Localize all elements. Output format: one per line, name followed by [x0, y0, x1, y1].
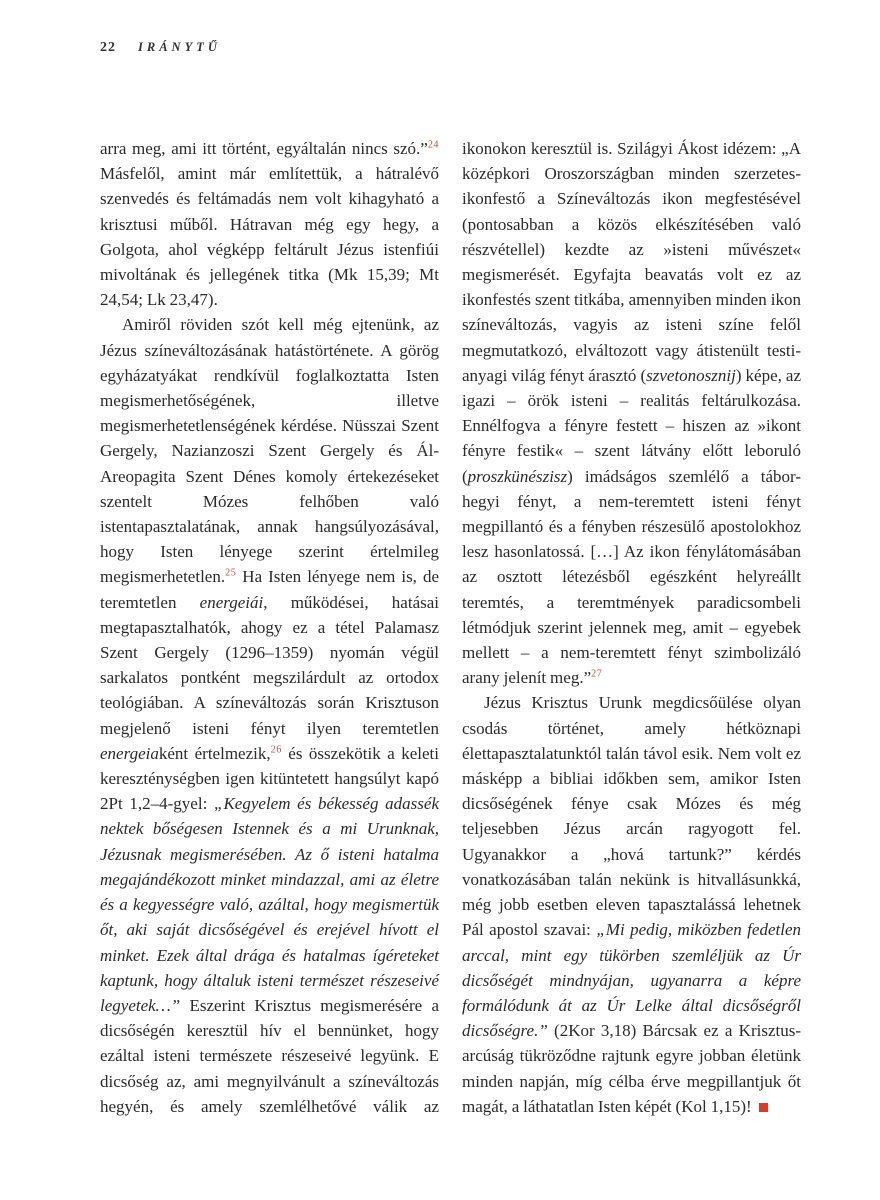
page-number: 22 [100, 40, 116, 55]
body-text: arra meg, ami itt történt, egyáltalán nincs szó.” [100, 139, 428, 158]
footnote-reference: 25 [225, 567, 237, 579]
footnote-reference: 26 [270, 744, 282, 756]
emphasized-text: energeia [100, 743, 159, 763]
body-text: (2Kor 3,18) Bárcsak ez a Krisztus-arcúság tükröződne rajtunk egyre jobban életünk minden napján, míg célba érve megpillantjuk őt magát, a láthatatlan Isten képét (Kol 1,15)! [462, 1021, 801, 1116]
article-text [100, 136, 801, 1119]
end-of-article-square-icon [759, 1103, 768, 1112]
body-text: és összekötik a keleti kereszténységben igen kitüntetett hangsúlyt kapó 2Pt 1,2–4-gyel: [100, 743, 439, 814]
emphasized-text: szvetonosznij [646, 365, 736, 385]
body-text: Másfelől, amint már említettük, a hátralévő szenvedés és feltámadás nem volt kihagyható a krisztusi műből. Hátravan még egy hegy, a Golgota, ahol végképp feltárult Jézus istenfiúi mivoltának és jellegének titka (Mk 15,39; Mt 24,54; Lk 23,47). [100, 164, 439, 310]
emphasized-text: „Kegyelem és békesség adassék nektek bőségesen Istennek és a mi Urunknak, Jézusnak megismerésében. Az ő isteni hatalma megajándékozott minket mindazzal, ami az életre és a kegyességre való, azáltal, hogy megismertük őt, aki saját dicsőségével és erejével hívott el minket. Ezek által drága és hatalmas ígéreteket kaptunk, hogy általuk isteni természet részeseivé legyetek…” [100, 794, 439, 1015]
body-text: Eszerint Krisztus megismerésére a dicsőségén keresztül hív el bennünket, hogy ezáltal isteni természete részeseivé legyünk. E dicsőség az, ami megnyilvánult a színeváltozás hegyén, és amely szemlélhetővé válik az ikonokon keresztül is. Szilágyi Ákost idézem: „A középkori Oroszországban minden szerzetes-ikonfestő a Színeváltozás ikon megfestésével (pontosabban a közös elkészítésében való részvétellel) kezdte az »isteni művészet« megismerését. Egyfajta beavatás volt ez az ikonfestés szent titkába, amennyiben minden ikon színeváltozás, vagyis az isteni színe felől megmutatkozó, elváltozott vagy átistenült testi-anyagi világ fényt árasztó ( [100, 139, 801, 1116]
page-header [100, 40, 221, 56]
body-text: Jézus Krisztus Urunk megdicsőülése olyan csodás történet, amely hétköznapi élettapasztalatunktól talán távol esik. Nem volt ez másképp a bibliai időkben sem, amikor Isten dicsőségének fénye csak Mózes és még teljesebben Jézus arcán ragyogott fel. Ugyanakkor a „hová tartunk?” kérdés vonatkozásában talán nekünk is hitvallásunkká, még jobb esetben eleven tapasztalássá lehetnek Pál apostol szavai: [462, 693, 801, 940]
body-text: ) képe, az igazi – örök isteni – realitás feltárulkozása. Ennélfogva a fényre festett – hiszen az »ikont fényre festik« – szent látvány előtt leboruló ( [462, 365, 801, 486]
paragraph [462, 690, 801, 1118]
journal-title: IRÁNYTŰ [138, 40, 221, 54]
body-text: Amiről röviden szót kell még ejtenünk, az Jézus színeváltozásának hatástörténete. A görög egyházatyákat rendkívül foglalkoztatta Isten megismerhetőségének, illetve megismerhetetlenségének kérdése. Nüsszai Szent Gergely, Nazianzoszi Szent Gergely és Ál-Areopagita Szent Dénes komoly értekezéseket szentelt Mózes felhőben való istentapasztalatának, annak hangsúlyozásával, hogy Isten lényege szerint értelmileg megismerhetetlen. [100, 315, 439, 587]
body-text: ) imádságos szemlélő a tábor-hegyi fényt, a nem-teremtett isteni fényt megpillantó és a fényben részesülő apostolokhoz lesz hasonlatossá. […] Az ikon fénylátomásában az osztott létezésből egészként helyreállt teremtés, a teremtmények paradicsombeli létmódjuk szerint jelennek meg, amit – egyebek mellett – a nem-teremtett fényt szimbolizáló arany jelenít meg.” [462, 466, 801, 688]
footnote-reference: 24 [427, 139, 439, 151]
body-text: , működései, hatásai megtapasztalhatók, ahogy ez a tétel Palamasz Szent Gergely (1296–1359) nyomán végül sarkalatos pontként megszilárdult az ortodox teológiában. A színeváltozás során Krisztuson megjelenő isteni fényt ilyen teremtetlen [100, 592, 440, 738]
emphasized-text: proszkünészisz [467, 466, 568, 486]
footnote-reference: 27 [591, 668, 603, 680]
paragraph [100, 136, 439, 312]
body-text: ként értelmezik, [158, 743, 271, 763]
emphasized-text: „Mi pedig, miközben fedetlen arccal, mint egy tükörben szemléljük az Úr dicsőségét mindnyájan, ugyanarra a képre formálódunk át az Úr Lelke által dicsőségről dicsőségre.” [462, 920, 801, 1041]
emphasized-text: energeiái [199, 592, 264, 612]
body-text: Ha Isten lényege nem is, de teremtetlen [100, 567, 439, 612]
